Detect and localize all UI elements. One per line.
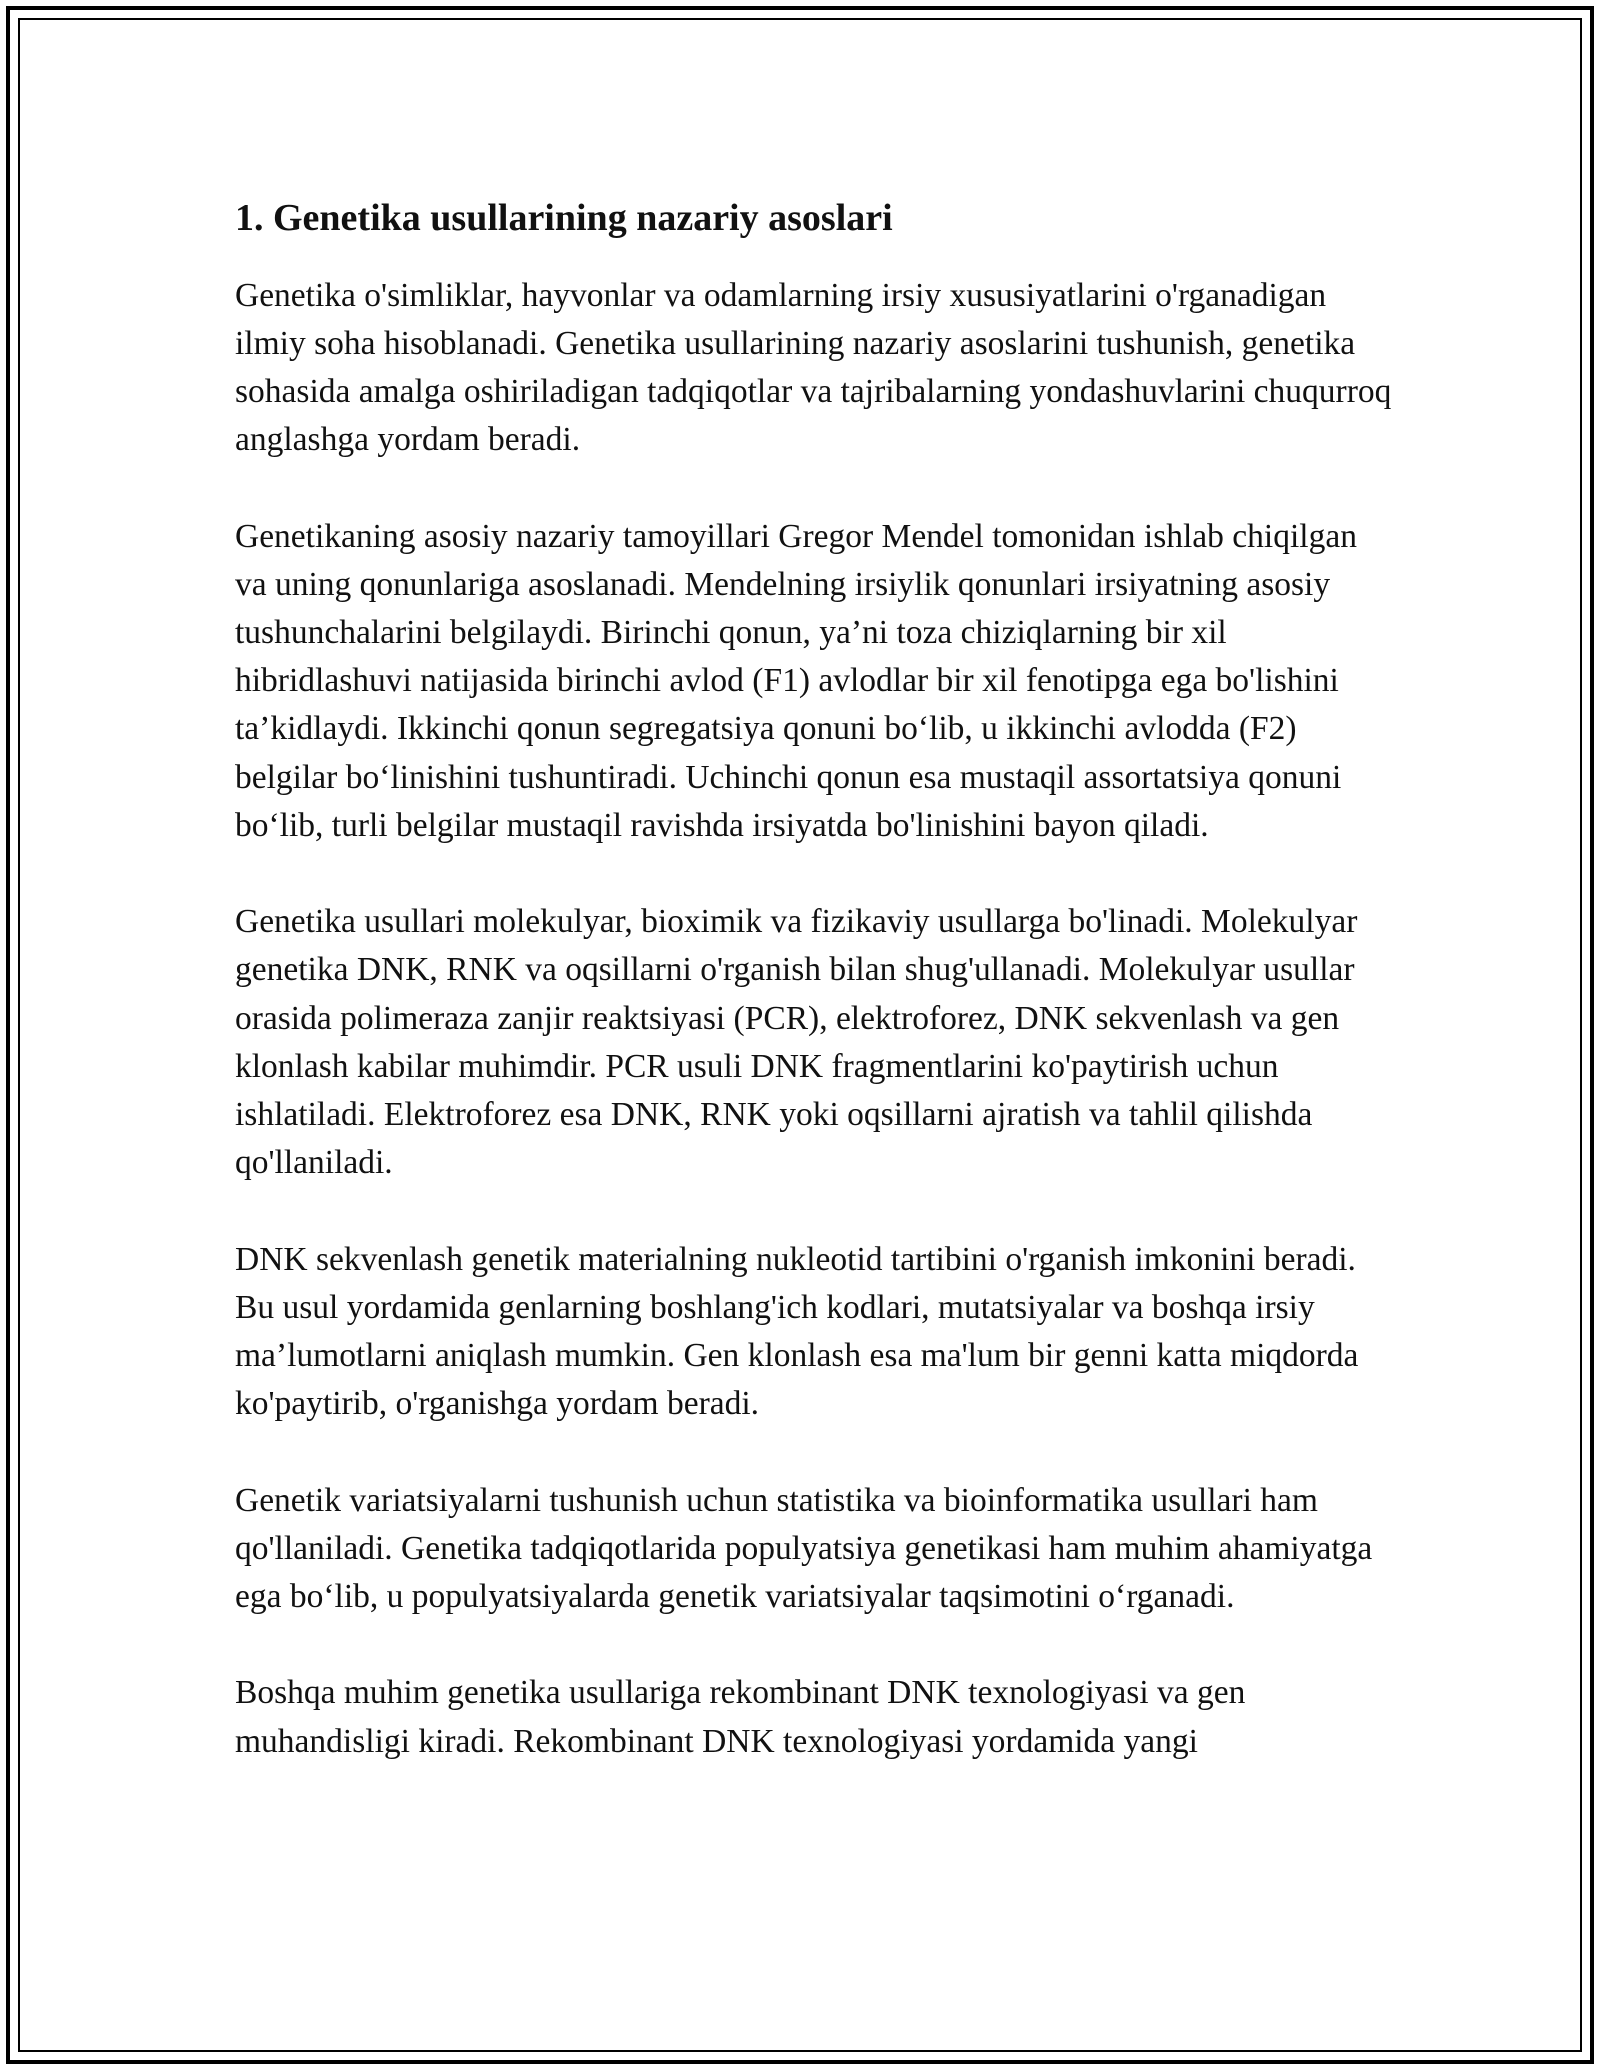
paragraph-3: Genetika usullari molekulyar, bioximik va fizikaviy usullarga bo'linadi. Molekulyar genetika DNK, RNK va oqsillarni o'rganish bilan shug'ullanadi. Molekulyar usullar orasida polimeraza zanjir reaktsiyasi (PCR), elektroforez, DNK sekvenlash va gen klonlash kabilar muhimdir. PCR usuli DNK fragmentlarini ko'paytirish uchun ishlatiladi. Elektroforez esa DNK, RNK yoki oqsillarni ajratish va tahlil qilishda qo'llaniladi. xyxy=(235,903,1358,1182)
paragraph-6: Boshqa muhim genetika usullariga rekombinant DNK texnologiyasi va gen muhandisligi kiradi. Rekombinant DNK texnologiyasi yordamida yangi xyxy=(235,1674,1246,1760)
paragraph-4: DNK sekvenlash genetik materialning nukleotid tartibini o'rganish imkonini beradi. Bu usul yordamida genlarning boshlang'ich kodlari, mutatsiyalar va boshqa irsiy ma’lumotlarni aniqlash mumkin. Gen klonlash esa ma'lum bir genni katta miqdorda ko'paytirib, o'rganishga yordam beradi. xyxy=(235,1240,1359,1423)
paragraph-1: Genetika o'simliklar, hayvonlar va odamlarning irsiy xususiyatlarini o'rganadigan ilmiy soha hisoblanadi. Genetika usullarining nazariy asoslarini tushunish, genetika sohasida amalga oshiriladigan tadqiqotlar va tajribalarning yondashuvlarini chuqurroq anglashga yordam beradi. xyxy=(235,276,1392,459)
paragraph-2: Genetikaning asosiy nazariy tamoyillari Gregor Mendel tomonidan ishlab chiqilgan va uning qonunlariga asoslanadi. Mendelning irsiylik qonunlari irsiyatning asosiy tushunchalarini belgilaydi. Birinchi qonun, ya’ni toza chiziqlarning bir xil hibridlashuvi natijasida birinchi avlod (F1) avlodlar bir xil fenotipga ega bo'lishini ta’kidlaydi. Ikkinchi qonun segregatsiya qonuni bo‘lib, u ikkinchi avlodda (F2) belgilar bo‘linishini tushuntiradi. Uchinchi qonun esa mustaqil assortatsiya qonuni bo‘lib, turli belgilar mustaqil ravishda irsiyatda bo'linishini bayon qiladi. xyxy=(235,517,1357,844)
document-body xyxy=(235,180,1395,1766)
paragraph-5: Genetik variatsiyalarni tushunish uchun statistika va bioinformatika usullari ham qo'llaniladi. Genetika tadqiqotlarida populyatsiya genetikasi ham muhim ahamiyatga ega bo‘lib, u populyatsiyalarda genetik variatsiyalar taqsimotini o‘rganadi. xyxy=(235,1481,1373,1616)
section-heading: 1. Genetika usullarining nazariy asoslari xyxy=(235,197,893,239)
